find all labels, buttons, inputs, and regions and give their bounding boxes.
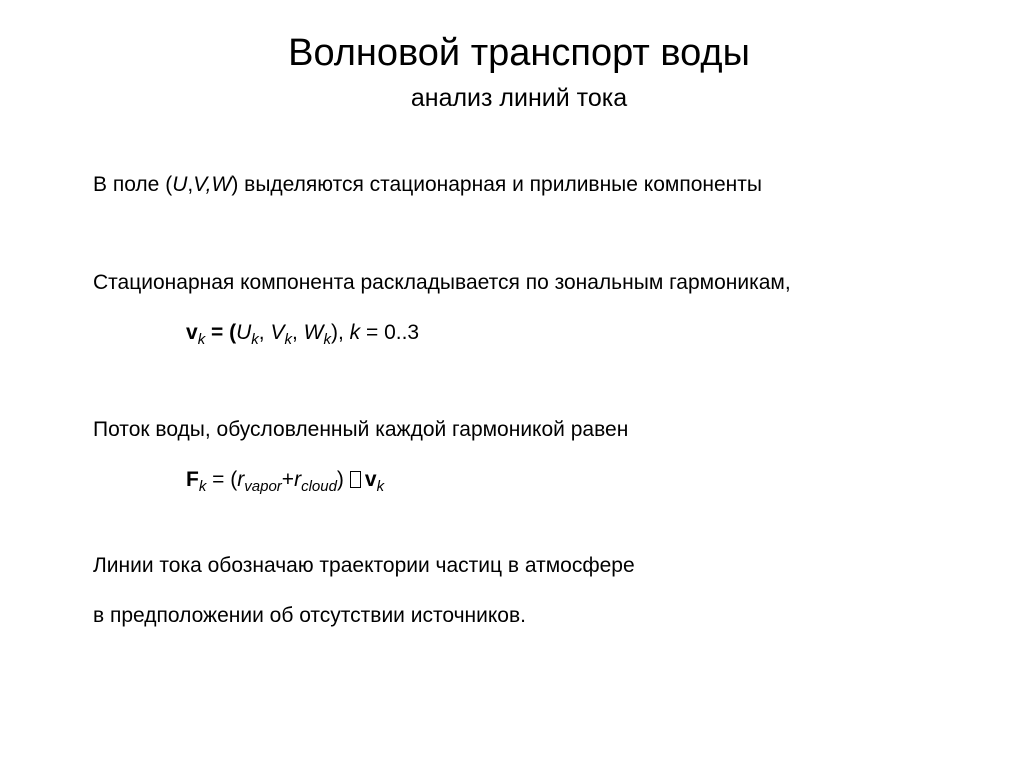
comma: ,	[291, 321, 304, 344]
var-w: W	[303, 321, 324, 344]
close-paren: ),	[330, 321, 350, 344]
text-fragment: В поле (	[93, 173, 173, 196]
var-w: W	[211, 173, 232, 196]
vector-f: F	[186, 468, 199, 491]
text-fragment: ) выделяются стационарная и приливные компоненты	[231, 173, 762, 196]
subscript-vapor: vapor	[244, 478, 282, 495]
subscript-k: k	[376, 478, 385, 495]
subscript-cloud: cloud	[301, 478, 337, 495]
comma: ,	[187, 173, 194, 196]
text-line-flux: Поток воды, обусловленный каждой гармоникой равен	[93, 418, 629, 441]
var-k: k	[349, 321, 361, 344]
formula-harmonics	[186, 319, 419, 347]
var-v: V	[193, 173, 206, 196]
formula-flux	[186, 466, 384, 494]
slide-title: Волновой транспорт воды	[288, 32, 750, 74]
text-line-sources: в предположении об отсутствии источников.	[93, 604, 526, 627]
var-r: r	[294, 468, 302, 491]
subscript-k: k	[198, 478, 207, 495]
comma: ,	[258, 321, 271, 344]
subscript-k: k	[197, 331, 206, 348]
slide-subtitle: анализ линий тока	[410, 84, 628, 112]
comma: ,	[205, 173, 212, 196]
text-line-streamlines: Линии тока обозначаю траектории частиц в атмосфере	[93, 554, 635, 577]
text-line-stationary: Стационарная компонента раскладывается по зональным гармоникам,	[93, 271, 791, 294]
var-v: V	[270, 321, 285, 344]
missing-glyph-icon	[350, 471, 361, 488]
text-line-fields	[93, 171, 762, 199]
subscript-k: k	[251, 331, 259, 348]
equals-open: = (	[206, 468, 238, 491]
subscript-k: k	[323, 331, 331, 348]
var-u: U	[172, 173, 188, 196]
vector-v: v	[186, 321, 198, 344]
subscript-k: k	[284, 331, 292, 348]
vector-v: v	[364, 468, 377, 491]
plus: +	[281, 468, 295, 491]
var-r: r	[237, 468, 245, 491]
close-paren: )	[336, 468, 344, 491]
range: = 0..3	[360, 321, 420, 344]
var-u: U	[236, 321, 252, 344]
equals-open: = (	[205, 321, 237, 344]
